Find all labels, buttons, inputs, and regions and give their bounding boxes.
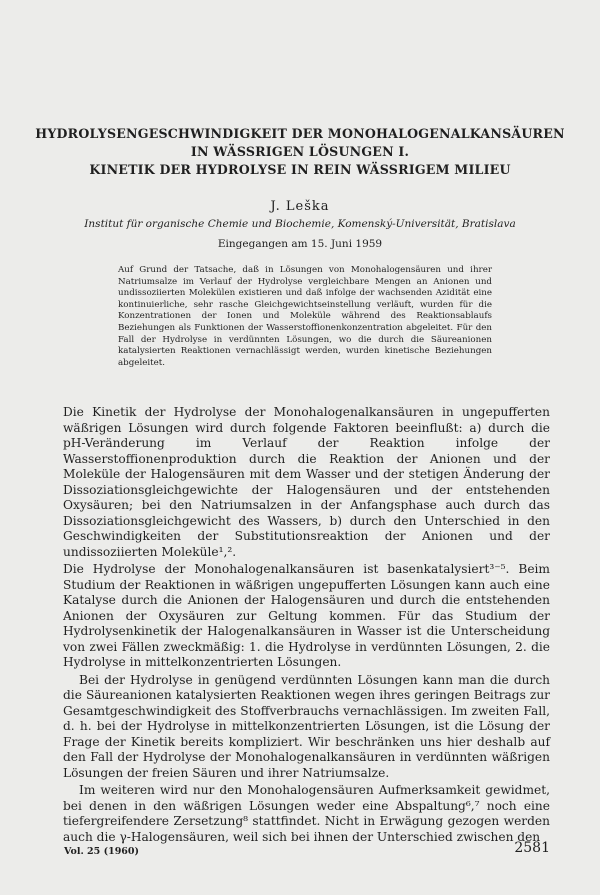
- page-footer: [64, 840, 550, 860]
- body-text: [63, 405, 550, 847]
- body-paragraph-1: Die Kinetik der Hydrolyse der Monohalogenalkansäuren in ungepufferten wäßrigen Lösungen wird durch folgende Faktoren beeinflußt: a) durch die pH-Veränderung im Verlauf der Reaktion infolge der Wasserstoffionenproduktion durch die Reaktion der Anionen und der Moleküle der Halogensäuren mit dem Wasser und der stetigen Änderung der Dissoziationsgleichgewichte der Halogensäuren und der entstehenden Oxysäuren; bei den Natriumsalzen in der Anfangsphase auch durch das Dissoziationsgleichgewicht des Wassers, b) durch den Unterschied in den Geschwindigkeiten der Substitutionsreaktion der Anionen und der undissoziierten Moleküle¹,².: [63, 405, 550, 559]
- title-line-1: HYDROLYSENGESCHWINDIGKEIT DER MONOHALOGENALKANSÄUREN: [35, 126, 565, 141]
- body-paragraph-3: Bei der Hydrolyse in genügend verdünnten Lösungen kann man die durch die Säureanionen katalysierten Reaktionen wegen ihres geringen Beitrags zur Gesamtgeschwindigkeit des Stoffverbrauchs vernachlässigen. Im zweiten Fall, d. h. bei der Hydrolyse in mittelkonzentrierten Lösungen, ist die Lösung der Frage der Kinetik bereits kompliziert. Wir beschränken uns hier deshalb auf den Fall der Hydrolyse der Monohalogenalkansäuren in verdünnten wäßrigen Lösungen der freien Säuren und ihrer Natriumsalze.: [63, 672, 550, 780]
- article-title: [30, 125, 570, 179]
- page-number: 2581: [514, 840, 550, 856]
- author-name: J. Leška: [270, 199, 330, 214]
- title-line-2: IN WÄSSRIGEN LÖSUNGEN I.: [190, 144, 410, 159]
- body-paragraph-2: Die Hydrolyse der Monohalogenalkansäuren ist basenkatalysiert³⁻⁵. Beim Studium der Reaktionen in wäßrigen ungepufferten Lösungen kann auch eine Katalyse durch die Anionen der Halogensäuren und durch die entstehenden Anionen der Oxysäuren zur Geltung kommen. Für das Studium der Hydrolysenkinetik der Halogenalkansäuren in Wasser ist die Unterscheidung von zwei Fällen zweckmäßig: 1. die Hydrolyse in verdünnten Lösungen, 2. die Hydrolyse in mittelkonzentrierten Lösungen.: [63, 562, 550, 669]
- received-date: Eingegangen am 15. Juni 1959: [217, 238, 383, 250]
- affiliation: Institut für organische Chemie und Biochemie, Komenský-Universität, Bratislava: [84, 218, 516, 230]
- volume-info: Vol. 25 (1960): [64, 846, 140, 857]
- body-paragraph-4: Im weiteren wird nur den Monohalogensäuren Aufmerksamkeit gewidmet, bei denen in den wäßrigen Lösungen weder eine Abspaltung⁶,⁷ noch eine tiefergreifendere Zersetzung⁸ stattfindet. Nicht in Erwägung gezogen werden auch die γ-Halogensäuren, weil sich bei ihnen der Unterschied zwischen den: [63, 783, 550, 844]
- abstract: Auf Grund der Tatsache, daß in Lösungen von Monohalogensäuren und ihrer Natriumsalze im Verlauf der Hydrolyse vergleichbare Mengen an Anionen und undissoziierten Molekülen existieren und daß infolge der wachsenden Azidität eine kontinuierliche, sehr rasche Gleichgewichtseinstellung verläuft, wurden für die Konzentrationen der Ionen und Moleküle während des Reaktionsablaufs Beziehungen als Funktionen der Wasserstoffionenkonzentration abgeleitet. Für den Fall der Hydrolyse in verdünnten Lösungen, wo die durch die Säureanionen katalysierten Reaktionen vernachlässigt werden, wurden kinetische Beziehungen abgeleitet.: [118, 265, 492, 368]
- title-line-3: KINETIK DER HYDROLYSE IN REIN WÄSSRIGEM MILIEU: [89, 162, 511, 177]
